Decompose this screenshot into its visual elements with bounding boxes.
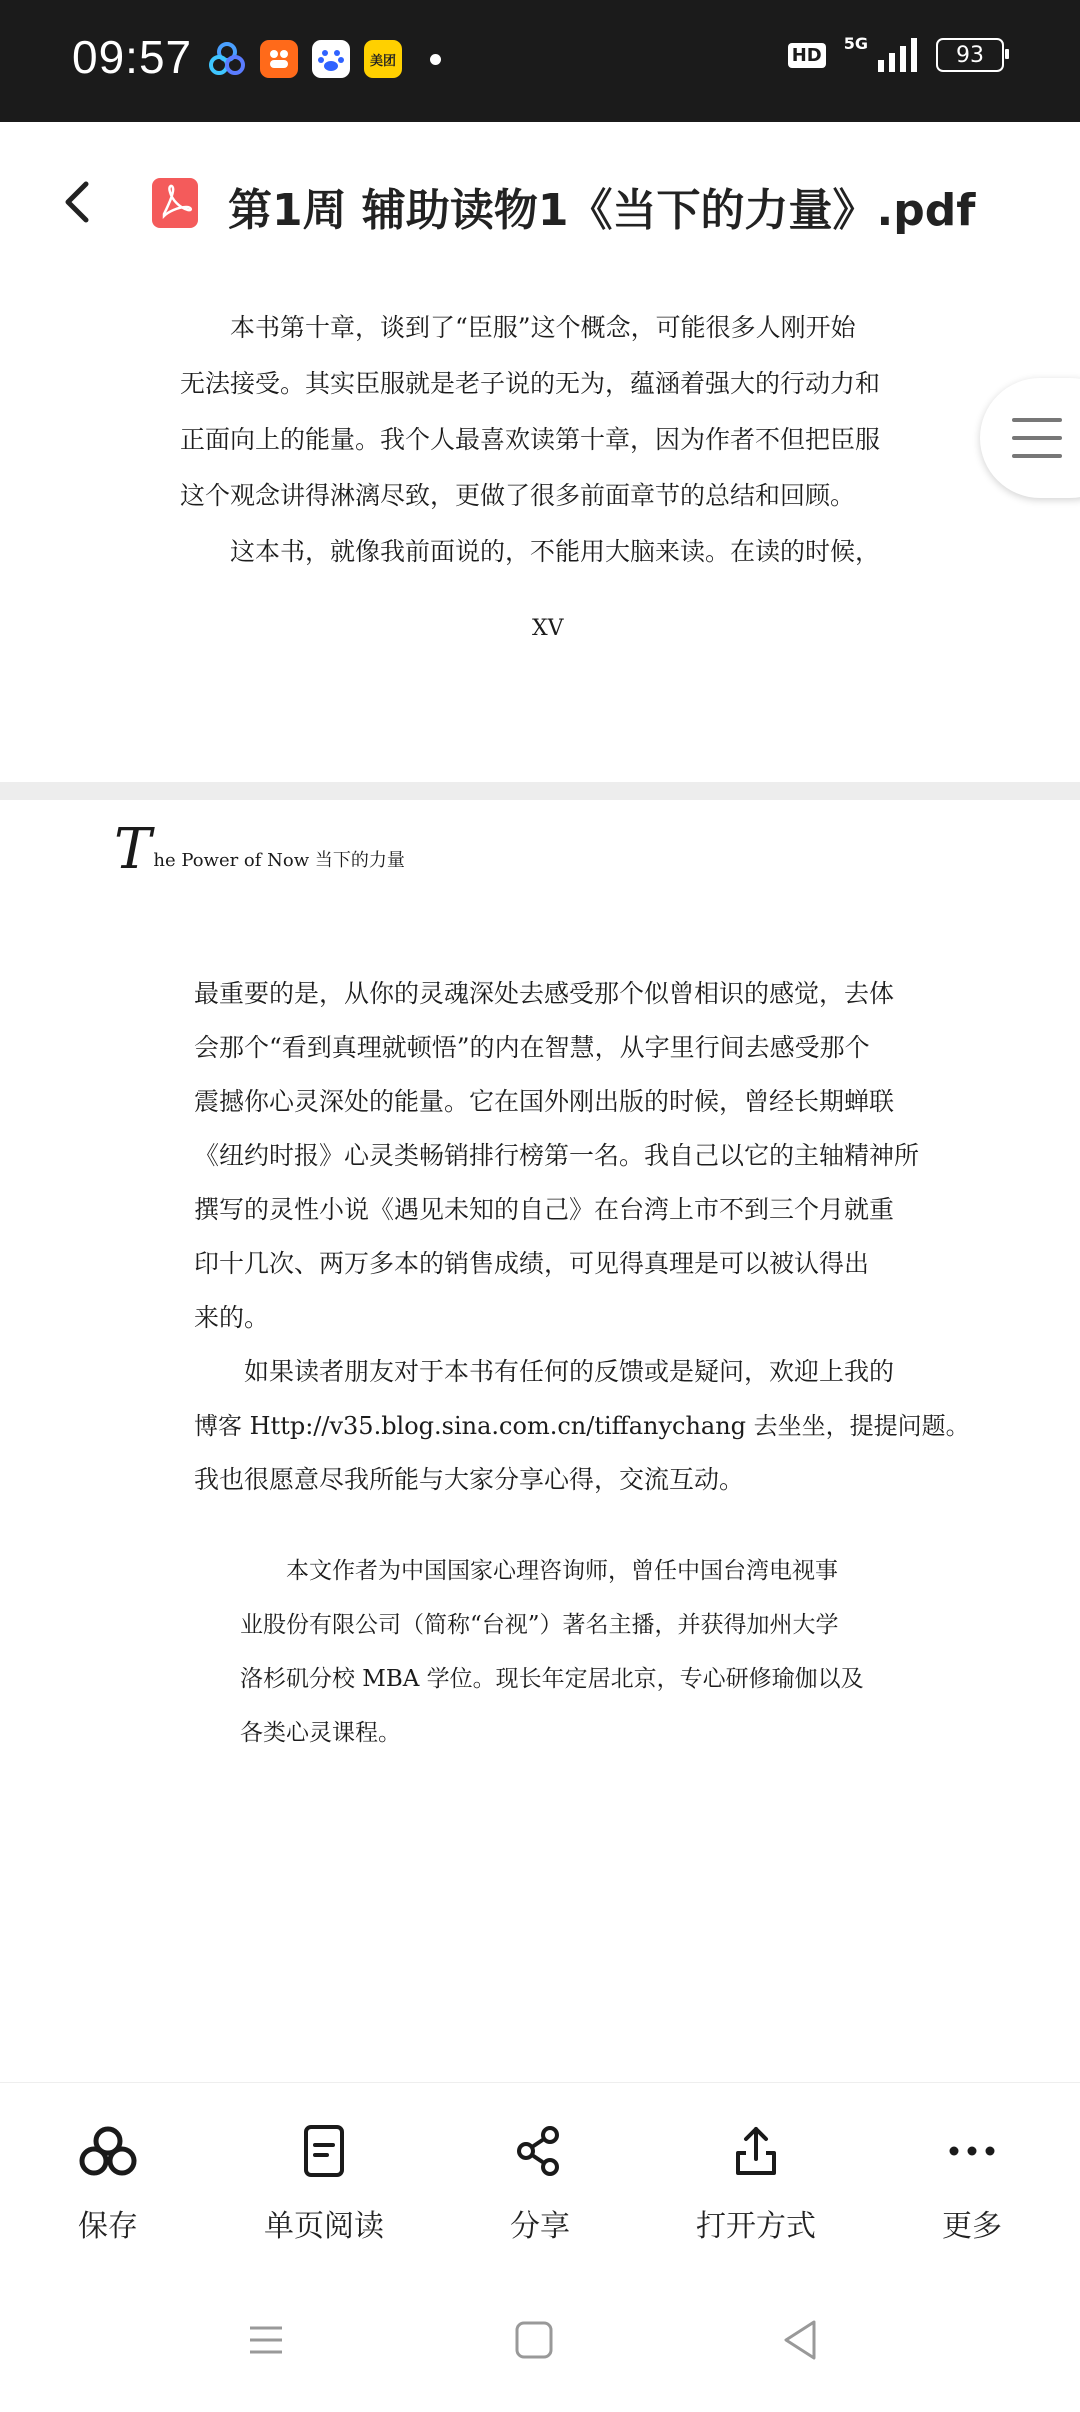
app-1-icon	[208, 40, 246, 78]
document-title: 第1周 辅助读物1《当下的力量》.pdf	[228, 185, 976, 236]
save-button[interactable]	[8, 2123, 208, 2245]
page-number: XV	[532, 616, 564, 641]
status-bar	[0, 0, 1080, 122]
single-page-read-button[interactable]	[224, 2123, 424, 2245]
status-time: 09:57	[72, 31, 193, 83]
single-page-read-label: 单页阅读	[264, 2209, 384, 2244]
share-icon	[512, 2123, 568, 2179]
more-dots-icon	[944, 2123, 1000, 2179]
page-text-line: 印十几次、两万多本的销售成绩，可见得真理是可以被认得出	[194, 1249, 870, 1278]
pdf-page[interactable]	[0, 800, 1080, 2082]
meituan-icon	[364, 40, 402, 78]
share-button[interactable]	[440, 2123, 640, 2245]
author-note-line: 洛杉矶分校 MBA 学位。现长年定居北京，专心研修瑜伽以及	[240, 1666, 864, 1692]
home-icon[interactable]	[514, 2320, 554, 2360]
open-with-label: 打开方式	[696, 2209, 816, 2244]
battery-icon	[936, 38, 1004, 72]
page-text-line: 撰写的灵性小说《遇见未知的自己》在台湾上市不到三个月就重	[194, 1195, 895, 1224]
bottom-toolbar	[0, 2082, 1080, 2283]
status-indicators	[788, 33, 1004, 72]
page-text-line: 我也很愿意尽我所能与大家分享心得，交流互动。	[194, 1465, 745, 1494]
network-type: 5G	[843, 33, 868, 53]
pdf-page-xv[interactable]	[0, 282, 1080, 782]
export-icon	[728, 2123, 784, 2179]
running-head	[114, 817, 405, 882]
more-label: 更多	[942, 2209, 1002, 2244]
page-text-line: 正面向上的能量。我个人最喜欢读第十章，因为作者不但把臣服	[180, 425, 881, 454]
app-2-icon	[260, 40, 298, 78]
page-text-line: 这本书，就像我前面说的，不能用大脑来读。在读的时候，	[180, 537, 881, 566]
save-cloud-icon	[76, 2123, 140, 2179]
page-text-line: 本书第十章，谈到了“臣服”这个概念，可能很多人刚开始	[180, 313, 856, 342]
save-label: 保存	[78, 2209, 138, 2244]
share-label: 分享	[510, 2209, 570, 2244]
system-navigation-bar	[0, 2282, 1080, 2412]
open-with-button[interactable]	[656, 2123, 856, 2245]
page-text-line: 如果读者朋友对于本书有任何的反馈或是疑问，欢迎上我的	[194, 1357, 895, 1386]
signal-icon	[878, 38, 918, 72]
more-button[interactable]	[872, 2123, 1072, 2245]
page-text-line: 无法接受。其实臣服就是老子说的无为，蕴涵着强大的行动力和	[180, 369, 881, 398]
chevron-left-icon	[50, 174, 106, 230]
pdf-file-icon	[152, 178, 198, 228]
battery-level: 93	[956, 42, 984, 68]
author-note-line: 业股份有限公司（简称“台视”）著名主播，并获得加州大学	[240, 1612, 839, 1638]
author-note-line: 本文作者为中国国家心理咨询师，曾任中国台湾电视事	[240, 1558, 838, 1584]
app-header	[0, 122, 1080, 282]
page-text-line: 来的。	[194, 1303, 270, 1332]
back-button[interactable]	[50, 174, 106, 230]
page-text-line: 《纽约时报》心灵类畅销排行榜第一名。我自己以它的主轴精神所	[194, 1141, 920, 1170]
page-text-line: 震撼你心灵深处的能量。它在国外刚出版的时候，曾经长期蝉联	[194, 1087, 895, 1116]
page-text-line: 最重要的是，从你的灵魂深处去感受那个似曾相识的感觉，去体	[194, 979, 895, 1008]
recent-apps-icon[interactable]	[246, 2320, 286, 2360]
meituan-label: 美团	[369, 53, 396, 69]
baidu-icon	[312, 40, 350, 78]
page-text-line: 博客 Http://v35.blog.sina.com.cn/tiffanychang 去坐坐，提提问题。	[194, 1412, 970, 1440]
author-note-line: 各类心灵课程。	[240, 1720, 401, 1746]
page-divider	[0, 782, 1080, 800]
running-head-text: he Power of Now 当下的力量	[153, 850, 405, 871]
notification-icons	[208, 40, 441, 78]
back-nav-icon[interactable]	[780, 2318, 820, 2362]
page-text-line: 会那个“看到真理就顿悟”的内在智慧，从字里行间去感受那个	[194, 1033, 870, 1062]
more-notifications-dot	[430, 54, 441, 65]
page-text-line: 这个观念讲得淋漓尽致，更做了很多前面章节的总结和回顾。	[180, 481, 856, 510]
document-icon	[296, 2123, 352, 2179]
hd-badge: HD	[788, 43, 826, 68]
running-head-initial: T	[114, 817, 152, 882]
